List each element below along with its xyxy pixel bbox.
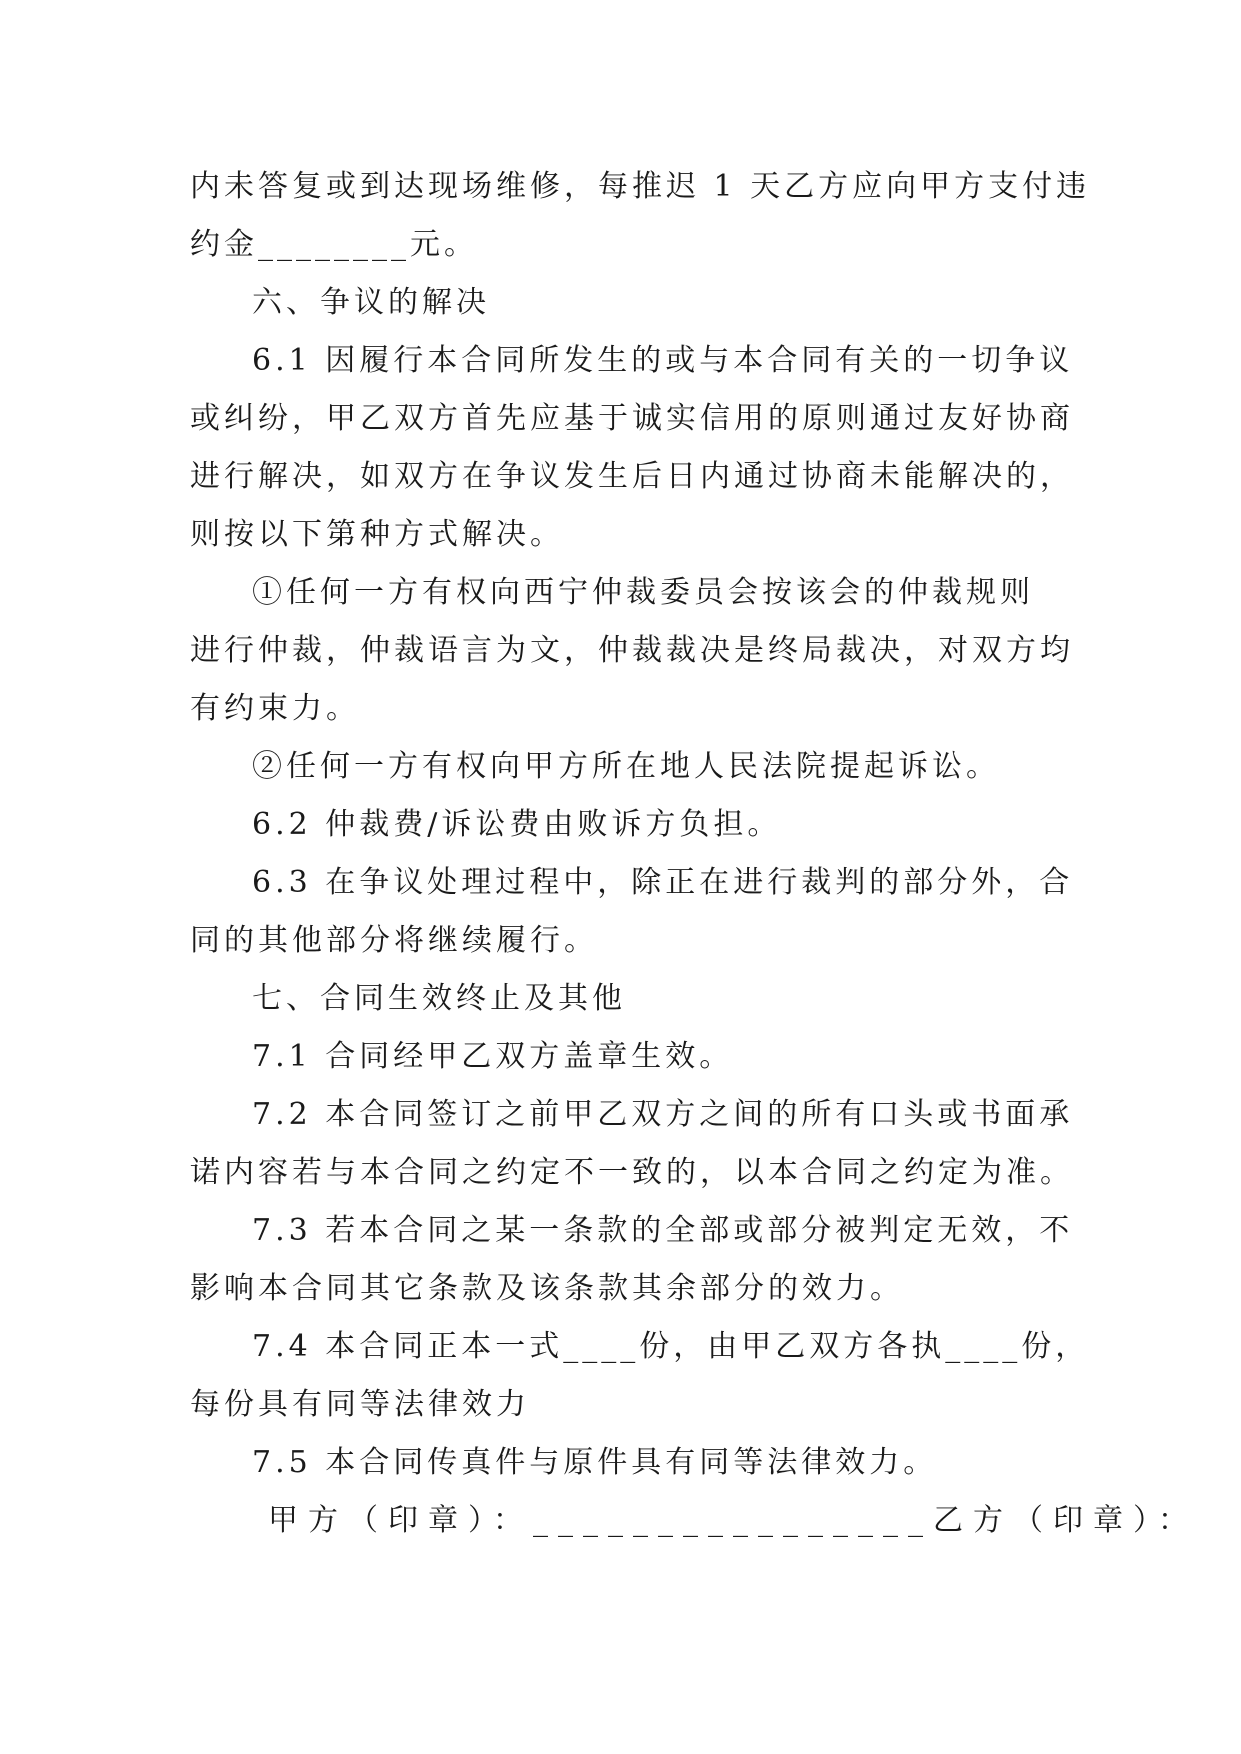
paragraph-line: 6.1 因履行本合同所发生的或与本合同有关的一切争议 <box>252 343 1074 378</box>
paragraph-line: 诺内容若与本合同之约定不一致的，以本合同之约定为准。 <box>190 1155 1074 1190</box>
paragraph-line: ①任何一方有权向西宁仲裁委员会按该会的仲裁规则 <box>252 575 1034 610</box>
paragraph-line: 7.3 若本合同之某一条款的全部或部分被判定无效，不 <box>252 1213 1074 1248</box>
paragraph-line: 同的其他部分将继续履行。 <box>190 923 598 958</box>
paragraph-line: 进行解决，如双方在争议发生后日内通过协商未能解决的， <box>190 459 1074 494</box>
paragraph-line: 进行仲裁，仲裁语言为文，仲裁裁决是终局裁决，对双方均 <box>190 633 1074 668</box>
paragraph-line: 约金________元。 <box>190 227 478 262</box>
paragraph-line: 7.1 合同经甲乙双方盖章生效。 <box>252 1039 734 1074</box>
paragraph-line: 影响本合同其它条款及该条款其余部分的效力。 <box>190 1271 904 1306</box>
paragraph-line: 7.4 本合同正本一式____份，由甲乙双方各执____份， <box>252 1329 1090 1364</box>
paragraph-line: 或纠纷，甲乙双方首先应基于诚实信用的原则通过友好协商 <box>190 401 1074 436</box>
paragraph-line: 有约束力。 <box>190 691 360 726</box>
section-heading: 七、合同生效终止及其他 <box>252 981 626 1016</box>
paragraph-line: 6.3 在争议处理过程中，除正在进行裁判的部分外，合 <box>252 865 1074 900</box>
document-body <box>190 158 1198 1550</box>
paragraph-line: ②任何一方有权向甲方所在地人民法院提起诉讼。 <box>252 749 1000 784</box>
signature-line: 甲方（印章）：________________乙方（印章）： <box>268 1503 1198 1538</box>
paragraph-line: 每份具有同等法律效力 <box>190 1387 530 1422</box>
paragraph-line: 则按以下第种方式解决。 <box>190 517 564 552</box>
paragraph-line: 内未答复或到达现场维修，每推迟 1 天乙方应向甲方支付违 <box>190 169 1091 204</box>
paragraph-line: 6.2 仲裁费/诉讼费由败诉方负担。 <box>252 807 782 842</box>
paragraph-line: 7.2 本合同签订之前甲乙双方之间的所有口头或书面承 <box>252 1097 1074 1132</box>
paragraph-line: 7.5 本合同传真件与原件具有同等法律效力。 <box>252 1445 938 1480</box>
section-heading: 六、争议的解决 <box>252 285 490 320</box>
